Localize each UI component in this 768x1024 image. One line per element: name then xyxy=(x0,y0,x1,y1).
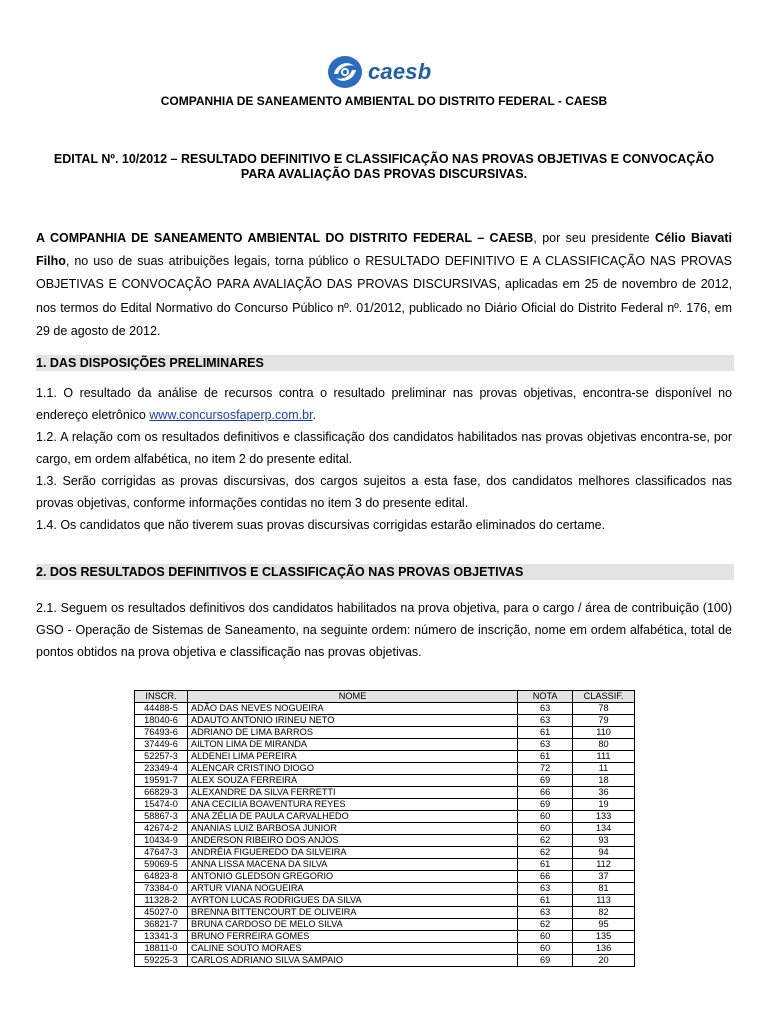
table-row xyxy=(135,919,635,931)
cell-classif: 93 xyxy=(573,835,635,847)
cell-classif: 94 xyxy=(573,847,635,859)
section1-item-1-3: 1.3. Serão corrigidas as provas discursivas, dos cargos sujeitos a esta fase, dos candidatos melhores classificados nas provas objetivas, conforme informações contidas no item 3 do presente edital. xyxy=(36,474,732,510)
cell-classif: 133 xyxy=(573,811,635,823)
table-row xyxy=(135,787,635,799)
cell-inscr: 73384-0 xyxy=(135,883,188,895)
cell-classif: 18 xyxy=(573,775,635,787)
cell-nome: ANDRÉIA FIGUEREDO DA SILVEIRA xyxy=(187,847,517,859)
cell-classif: 82 xyxy=(573,907,635,919)
table-row xyxy=(135,859,635,871)
cell-inscr: 19591-7 xyxy=(135,775,188,787)
cell-classif: 134 xyxy=(573,823,635,835)
cell-classif: 81 xyxy=(573,883,635,895)
cell-nome: ARTUR VIANA NOGUEIRA xyxy=(187,883,517,895)
cell-nota: 60 xyxy=(518,931,573,943)
cell-inscr: 66829-3 xyxy=(135,787,188,799)
cell-classif: 110 xyxy=(573,727,635,739)
cell-nota: 62 xyxy=(518,835,573,847)
table-row xyxy=(135,931,635,943)
cell-nome: ANNA LISSA MACENA DA SILVA xyxy=(187,859,517,871)
cell-classif: 95 xyxy=(573,919,635,931)
cell-nota: 66 xyxy=(518,871,573,883)
table-row xyxy=(135,835,635,847)
header-inscr: INSCR. xyxy=(135,691,188,703)
cell-nome: ALEX SOUZA FERREIRA xyxy=(187,775,517,787)
table-row xyxy=(135,727,635,739)
table-row xyxy=(135,955,635,967)
header-nome: NOME xyxy=(187,691,517,703)
section1-item-1-2: 1.2. A relação com os resultados definitivos e classificação dos candidatos habilitados nas provas objetivas encontra-se, por cargo, em ordem alfabética, no item 2 do presente edital. xyxy=(36,430,732,466)
cell-classif: 20 xyxy=(573,955,635,967)
section2-item-2-1: 2.1. Seguem os resultados definitivos dos candidatos habilitados na prova objetiva, para o cargo / área de contribuição (100) GSO - Operação de Sistemas de Saneamento, na seguinte ordem: número de inscrição, nome em ordem alfabética, total de pontos obtidos na prova objetiva e classificação nas provas objetivas. xyxy=(36,601,732,659)
table-row xyxy=(135,775,635,787)
cell-nota: 72 xyxy=(518,763,573,775)
company-title: COMPANHIA DE SANEAMENTO AMBIENTAL DO DISTRITO FEDERAL - CAESB xyxy=(160,94,608,108)
logo-text: caesb xyxy=(368,59,432,84)
cell-nota: 60 xyxy=(518,823,573,835)
concursos-link[interactable]: www.concursosfaperp.com.br xyxy=(149,408,313,422)
cell-nome: ANDERSON RIBEIRO DOS ANJOS xyxy=(187,835,517,847)
table-row xyxy=(135,871,635,883)
cell-classif: 37 xyxy=(573,871,635,883)
cell-nota: 60 xyxy=(518,943,573,955)
section1-item-1-1 xyxy=(36,382,732,426)
cell-classif: 79 xyxy=(573,715,635,727)
cell-inscr: 11328-2 xyxy=(135,895,188,907)
cell-classif: 19 xyxy=(573,799,635,811)
cell-nome: ADRIANO DE LIMA BARROS xyxy=(187,727,517,739)
caesb-swirl-icon xyxy=(326,54,364,90)
cell-nome: ANTONIO GLEDSON GREGORIO xyxy=(187,871,517,883)
cell-inscr: 59225-3 xyxy=(135,955,188,967)
cell-nome: ALDENEI LIMA PEREIRA xyxy=(187,751,517,763)
cell-inscr: 18811-0 xyxy=(135,943,188,955)
cell-inscr: 52257-3 xyxy=(135,751,188,763)
cell-inscr: 64823-8 xyxy=(135,871,188,883)
table-row xyxy=(135,907,635,919)
cell-nota: 63 xyxy=(518,703,573,715)
cell-inscr: 15474-0 xyxy=(135,799,188,811)
cell-nota: 66 xyxy=(518,787,573,799)
table-row xyxy=(135,703,635,715)
cell-nome: ALENCAR CRISTINO DIOGO xyxy=(187,763,517,775)
president-name: Célio Biavati Filho xyxy=(36,231,733,269)
item-1-1-end: . xyxy=(312,408,317,422)
cell-classif: 136 xyxy=(573,943,635,955)
cell-inscr: 23349-4 xyxy=(135,763,188,775)
cell-nota: 61 xyxy=(518,859,573,871)
cell-classif: 111 xyxy=(573,751,635,763)
cell-nome: ALEXANDRE DA SILVA FERRETTI xyxy=(187,787,517,799)
cell-inscr: 18040-6 xyxy=(135,715,188,727)
cell-inscr: 59069-5 xyxy=(135,859,188,871)
header-nota: NOTA xyxy=(518,691,573,703)
table-row xyxy=(135,799,635,811)
cell-inscr: 36821-7 xyxy=(135,919,188,931)
section2-heading: 2. DOS RESULTADOS DEFINITIVOS E CLASSIFICAÇÃO NAS PROVAS OBJETIVAS xyxy=(36,564,734,580)
table-header-row xyxy=(135,691,635,703)
intro-paragraph xyxy=(36,227,732,343)
cell-nota: 69 xyxy=(518,799,573,811)
cell-nota: 61 xyxy=(518,895,573,907)
cell-nome: ANANIAS LUIZ BARBOSA JUNIOR xyxy=(187,823,517,835)
cell-inscr: 45027-0 xyxy=(135,907,188,919)
table-row xyxy=(135,883,635,895)
cell-nota: 60 xyxy=(518,811,573,823)
cell-classif: 80 xyxy=(573,739,635,751)
cell-nome: AYRTON LUCAS RODRIGUES DA SILVA xyxy=(187,895,517,907)
cell-classif: 36 xyxy=(573,787,635,799)
cell-classif: 113 xyxy=(573,895,635,907)
cell-nome: BRENNA BITTENCOURT DE OLIVEIRA xyxy=(187,907,517,919)
section1-heading: 1. DAS DISPOSIÇÕES PRELIMINARES xyxy=(36,355,734,371)
header-classif: CLASSIF. xyxy=(573,691,635,703)
cell-nome: CARLOS ADRIANO SILVA SAMPAIO xyxy=(187,955,517,967)
cell-nota: 63 xyxy=(518,715,573,727)
table-row xyxy=(135,739,635,751)
intro-text-b: , no uso de suas atribuições legais, torna público o RESULTADO DEFINITIVO E A CLASSIFICAÇÃO NAS PROVAS OBJETIVAS E CONVOCAÇÃO PARA AVALIAÇÃO DAS PROVAS DISCURSIVAS, aplicadas em 25 de novembro de 2012, nos termos do Edital Normativo do Concurso Público nº. 01/2012, publicado no Diário Oficial do Distrito Federal nº. 176, em 29 de agosto de 2012. xyxy=(36,254,732,338)
intro-bold-lead: A COMPANHIA DE SANEAMENTO AMBIENTAL DO DISTRITO FEDERAL – CAESB xyxy=(36,231,534,245)
table-row xyxy=(135,847,635,859)
caesb-logo xyxy=(326,54,431,90)
cell-nota: 69 xyxy=(518,955,573,967)
table-row xyxy=(135,763,635,775)
cell-nome: ANA CECILIA BOAVENTURA REYES xyxy=(187,799,517,811)
edital-title xyxy=(36,152,732,182)
table-row xyxy=(135,751,635,763)
cell-inscr: 76493-6 xyxy=(135,727,188,739)
cell-inscr: 47647-3 xyxy=(135,847,188,859)
cell-nota: 61 xyxy=(518,727,573,739)
cell-inscr: 58867-3 xyxy=(135,811,188,823)
intro-text-a: , por seu presidente xyxy=(533,231,656,245)
table-row xyxy=(135,811,635,823)
section1-item-1-4: 1.4. Os candidatos que não tiverem suas provas discursivas corrigidas estarão eliminados do certame. xyxy=(36,518,606,532)
table-row xyxy=(135,943,635,955)
cell-nome: ADAUTO ANTONIO IRINEU NETO xyxy=(187,715,517,727)
results-table xyxy=(134,690,635,967)
cell-nome: ANA ZÉLIA DE PAULA CARVALHEDO xyxy=(187,811,517,823)
cell-inscr: 42674-2 xyxy=(135,823,188,835)
edital-title-line1: EDITAL Nº. 10/2012 – RESULTADO DEFINITIVO E CLASSIFICAÇÃO NAS PROVAS OBJETIVAS E CONVOCAÇÃO xyxy=(53,152,715,166)
cell-nome: AILTON LIMA DE MIRANDA xyxy=(187,739,517,751)
cell-nome: ADÃO DAS NEVES NOGUEIRA xyxy=(187,703,517,715)
cell-nota: 61 xyxy=(518,751,573,763)
cell-nome: BRUNO FERREIRA GOMES xyxy=(187,931,517,943)
cell-classif: 11 xyxy=(573,763,635,775)
cell-inscr: 13341-3 xyxy=(135,931,188,943)
cell-nota: 63 xyxy=(518,907,573,919)
cell-nota: 63 xyxy=(518,883,573,895)
cell-inscr: 10434-9 xyxy=(135,835,188,847)
cell-nota: 63 xyxy=(518,739,573,751)
cell-nome: CALINE SOUTO MORAES xyxy=(187,943,517,955)
cell-nota: 62 xyxy=(518,847,573,859)
table-row xyxy=(135,895,635,907)
item-1-1-text: 1.1. O resultado da análise de recursos contra o resultado preliminar nas provas objetivas, encontra-se disponível no endereço eletrônico xyxy=(36,386,732,422)
cell-classif: 112 xyxy=(573,859,635,871)
cell-classif: 135 xyxy=(573,931,635,943)
cell-inscr: 37449-6 xyxy=(135,739,188,751)
cell-inscr: 44488-5 xyxy=(135,703,188,715)
cell-nota: 69 xyxy=(518,775,573,787)
cell-nome: BRUNA CARDOSO DE MELO SILVA xyxy=(187,919,517,931)
table-row xyxy=(135,715,635,727)
cell-classif: 78 xyxy=(573,703,635,715)
table-row xyxy=(135,823,635,835)
cell-nota: 62 xyxy=(518,919,573,931)
edital-title-line2: PARA AVALIAÇÃO DAS PROVAS DISCURSIVAS. xyxy=(240,167,528,181)
